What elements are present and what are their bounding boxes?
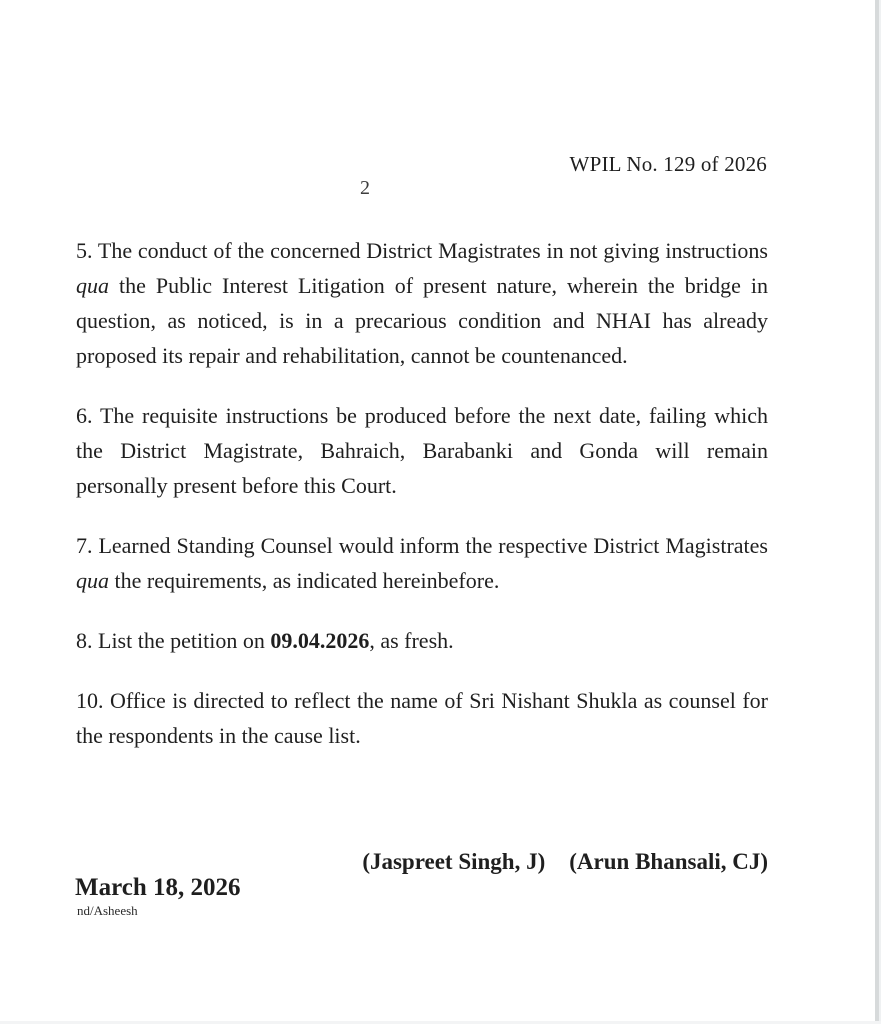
- judge-signature-2: (Arun Bhansali, CJ): [569, 849, 768, 874]
- order-body: [76, 233, 768, 778]
- paragraph-7-text-post: the requirements, as indicated hereinbefore.: [109, 568, 500, 593]
- order-paragraph-10: [76, 683, 768, 753]
- paragraph-8-text-post: , as fresh.: [369, 628, 454, 653]
- paragraph-8-text-pre: 8. List the petition on: [76, 628, 271, 653]
- stenographer-initials: nd/Asheesh: [77, 903, 138, 918]
- paragraph-10-text: 10. Office is directed to reflect the name of Sri Nishant Shukla as counsel for the respondents in the cause list.: [76, 688, 768, 748]
- order-date: March 18, 2026: [75, 874, 241, 901]
- signature-line: [76, 849, 768, 875]
- paragraph-7-text-pre: 7. Learned Standing Counsel would inform the respective District Magistrates: [76, 533, 768, 558]
- case-number: WPIL No. 129 of 2026: [569, 152, 767, 176]
- order-paragraph-6: [76, 398, 768, 503]
- latin-term-qua: qua: [76, 273, 109, 298]
- hearing-date: 09.04.2026: [270, 628, 370, 653]
- latin-term-qua: qua: [76, 568, 109, 593]
- order-paragraph-7: [76, 528, 768, 598]
- paragraph-6-text: 6. The requisite instructions be produced before the next date, failing which the District Magistrate, Bahraich, Barabanki and Gonda will remain personally present before this Court.: [76, 403, 768, 498]
- page-number: 2: [360, 177, 370, 199]
- paragraph-5-text-pre: 5. The conduct of the concerned District Magistrates in not giving instructions: [76, 238, 768, 263]
- order-paragraph-5: [76, 233, 768, 373]
- order-paragraph-8: [76, 623, 768, 658]
- judge-signature-1: (Jaspreet Singh, J): [362, 849, 546, 874]
- paragraph-5-text-post: the Public Interest Litigation of present nature, wherein the bridge in question, as noticed, is in a precarious condition and NHAI has already proposed its repair and rehabilitation, cannot be countenanced.: [76, 273, 768, 368]
